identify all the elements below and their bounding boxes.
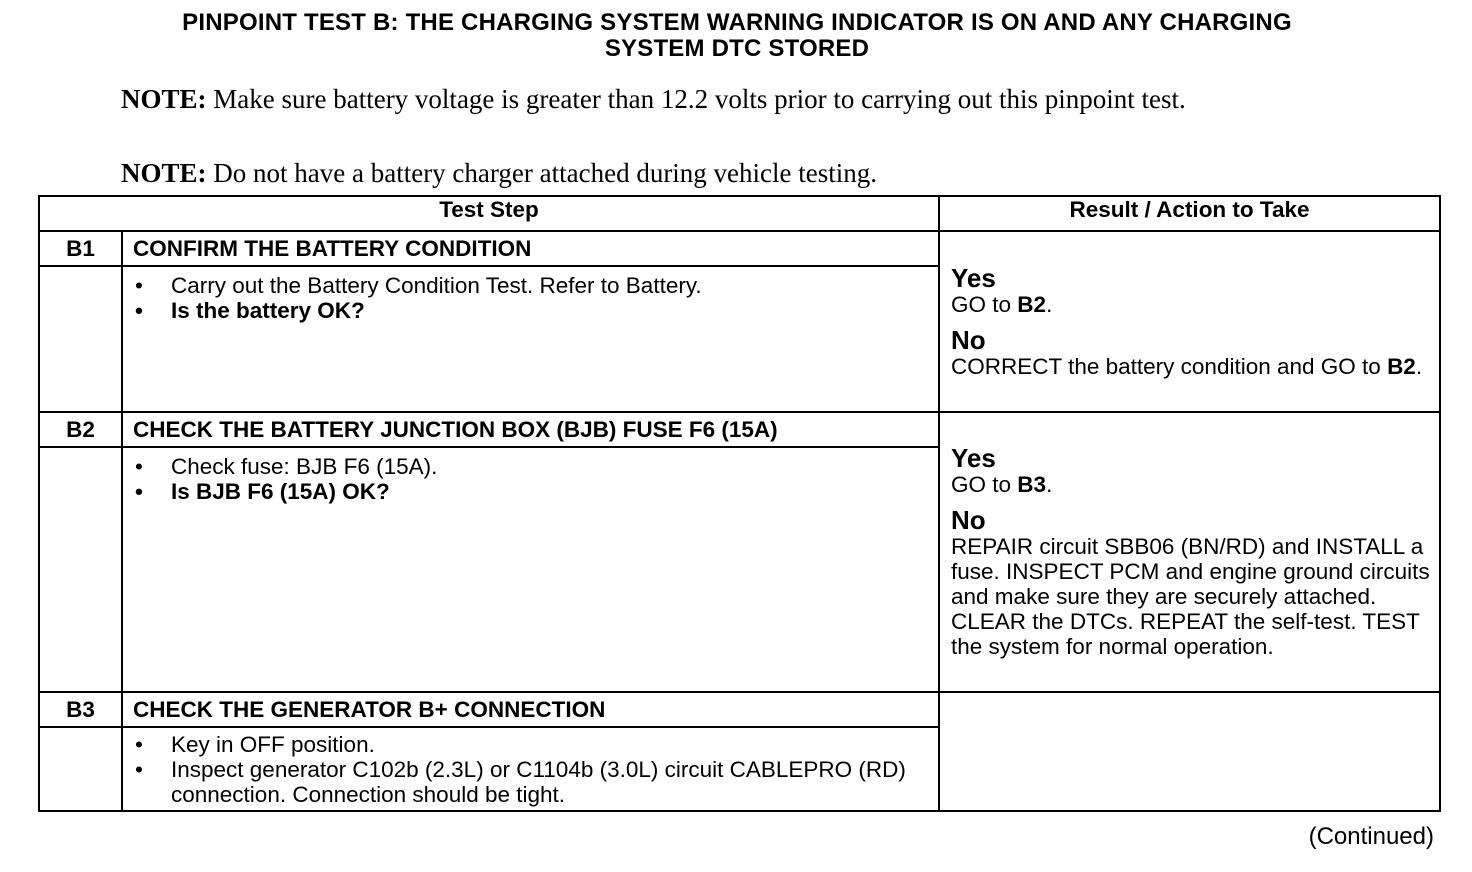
no-action: REPAIR circuit SBB06 (BN/RD) and INSTALL a fuse. INSPECT PCM and engine ground circuits and make sure they are securely attached. CLEAR the DTCs. REPEAT the self-test. TEST the system for normal operation.	[951, 534, 1430, 659]
step-id-blank	[39, 266, 122, 412]
yes-label: Yes	[951, 443, 996, 473]
step-id: B1	[39, 231, 122, 266]
step-id: B2	[39, 412, 122, 447]
step-id: B3	[39, 692, 122, 727]
no-label: No	[951, 505, 986, 535]
step-reference: B3	[1017, 472, 1047, 497]
table-header-row	[39, 196, 1440, 231]
list-item: • Carry out the Battery Condition Test. Refer to Battery.	[135, 273, 702, 298]
step-instructions	[122, 727, 939, 811]
step-title-row-b1	[39, 231, 1440, 266]
list-item-question: • Is the battery OK?	[135, 298, 365, 323]
no-label: No	[951, 324, 986, 355]
step-title-row-b3	[39, 692, 1440, 727]
page-title-line-1: PINPOINT TEST B: THE CHARGING SYSTEM WARNING INDICATOR IS ON AND ANY CHARGING	[182, 9, 1292, 36]
result-cell-b1	[939, 231, 1440, 412]
yes-action: GO to B2.	[951, 291, 1053, 317]
page-title	[40, 10, 1434, 62]
yes-label: Yes	[951, 262, 996, 293]
page-title-line-2: SYSTEM DTC STORED	[604, 35, 870, 62]
note-text: Make sure battery voltage is greater than 12.2 volts prior to carrying out this pinpoint test.	[206, 84, 1186, 114]
step-title-row-b2	[39, 412, 1440, 447]
list-item: • Key in OFF position.	[135, 732, 375, 757]
note-label: NOTE:	[121, 84, 207, 114]
yes-action: GO to B3.	[951, 472, 1053, 497]
header-test-step: Test Step	[39, 196, 939, 231]
step-title: CHECK THE BATTERY JUNCTION BOX (BJB) FUSE F6 (15A)	[122, 412, 939, 447]
result-cell-b3	[939, 692, 1440, 811]
continued-label: (Continued)	[1308, 823, 1434, 850]
step-id-blank	[39, 727, 122, 811]
note-battery-voltage	[121, 84, 1321, 114]
note-text: Do not have a battery charger attached during vehicle testing.	[206, 158, 878, 188]
step-instructions	[122, 447, 939, 692]
step-id-blank	[39, 447, 122, 692]
step-instructions	[122, 266, 939, 412]
header-result-action: Result / Action to Take	[939, 196, 1440, 231]
note-battery-charger	[121, 158, 1321, 188]
result-cell-b2	[939, 412, 1440, 692]
step-reference: B2	[1017, 291, 1047, 317]
step-reference: B2	[1387, 353, 1416, 379]
note-label: NOTE:	[121, 158, 207, 188]
pinpoint-test-table	[38, 195, 1441, 812]
step-title: CONFIRM THE BATTERY CONDITION	[122, 231, 939, 266]
list-item: • Check fuse: BJB F6 (15A).	[135, 454, 438, 479]
list-item-question: • Is BJB F6 (15A) OK?	[135, 479, 390, 504]
step-title: CHECK THE GENERATOR B+ CONNECTION	[122, 692, 939, 727]
list-item: • Inspect generator C102b (2.3L) or C1104b (3.0L) circuit CABLEPRO (RD) connection. Connection should be tight.	[135, 757, 906, 807]
no-action: CORRECT the battery condition and GO to B2.	[951, 353, 1423, 379]
